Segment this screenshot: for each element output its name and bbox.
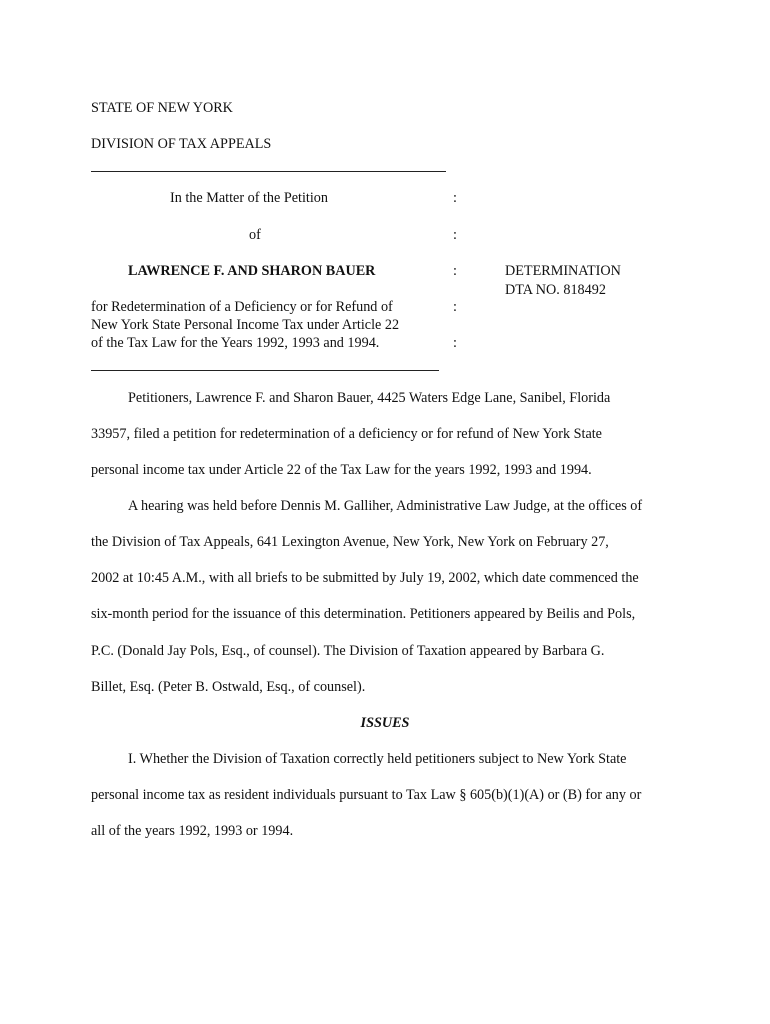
paragraph-2-line-4: six-month period for the issuance of this determination. Petitioners appeared by Beilis and Pols, [91,606,636,622]
paragraph-2-line-3: 2002 at 10:45 A.M., with all briefs to be submitted by July 19, 2002, which date commenced the [91,570,639,586]
purpose-line-1: for Redetermination of a Deficiency or for Refund of [91,299,393,315]
division-heading: DIVISION OF TAX APPEALS [91,136,272,152]
paragraph-1-line-2: 33957, filed a petition for redetermination of a deficiency or for refund of New York State [91,426,602,442]
dta-number: DTA NO. 818492 [505,282,606,298]
caption-colon: : [453,190,457,206]
paragraph-2-line-5: P.C. (Donald Jay Pols, Esq., of counsel). The Division of Taxation appeared by Barbara G. [91,643,605,659]
determination-label: DETERMINATION [505,263,621,279]
issue-1-line-2: personal income tax as resident individuals pursuant to Tax Law § 605(b)(1)(A) or (B) for any or [91,787,642,803]
petitioners-name: LAWRENCE F. AND SHARON BAUER [128,263,376,279]
matter-line: In the Matter of the Petition [170,190,328,206]
paragraph-2-line-6: Billet, Esq. (Peter B. Ostwald, Esq., of counsel). [91,679,366,695]
of-line: of [249,227,261,243]
purpose-line-3: of the Tax Law for the Years 1992, 1993 and 1994. [91,335,380,351]
caption-bottom-rule [91,370,439,371]
caption-top-rule [91,171,446,172]
paragraph-2-line-1: A hearing was held before Dennis M. Galliher, Administrative Law Judge, at the offices of [128,498,643,514]
issue-1-line-1: I. Whether the Division of Taxation correctly held petitioners subject to New York State [128,751,627,767]
caption-colon: : [453,299,457,315]
caption-colon: : [453,263,457,279]
caption-colon: : [453,335,457,351]
paragraph-1-line-3: personal income tax under Article 22 of the Tax Law for the years 1992, 1993 and 1994. [91,462,592,478]
paragraph-1-line-1: Petitioners, Lawrence F. and Sharon Bauer, 4425 Waters Edge Lane, Sanibel, Florida [128,390,611,406]
paragraph-2-line-2: the Division of Tax Appeals, 641 Lexington Avenue, New York, New York on February 27, [91,534,609,550]
caption-colon: : [453,227,457,243]
state-heading: STATE OF NEW YORK [91,100,233,116]
purpose-line-2: New York State Personal Income Tax under Article 22 [91,317,400,333]
issue-1-line-3: all of the years 1992, 1993 or 1994. [91,823,294,839]
issues-heading: ISSUES [360,715,410,731]
